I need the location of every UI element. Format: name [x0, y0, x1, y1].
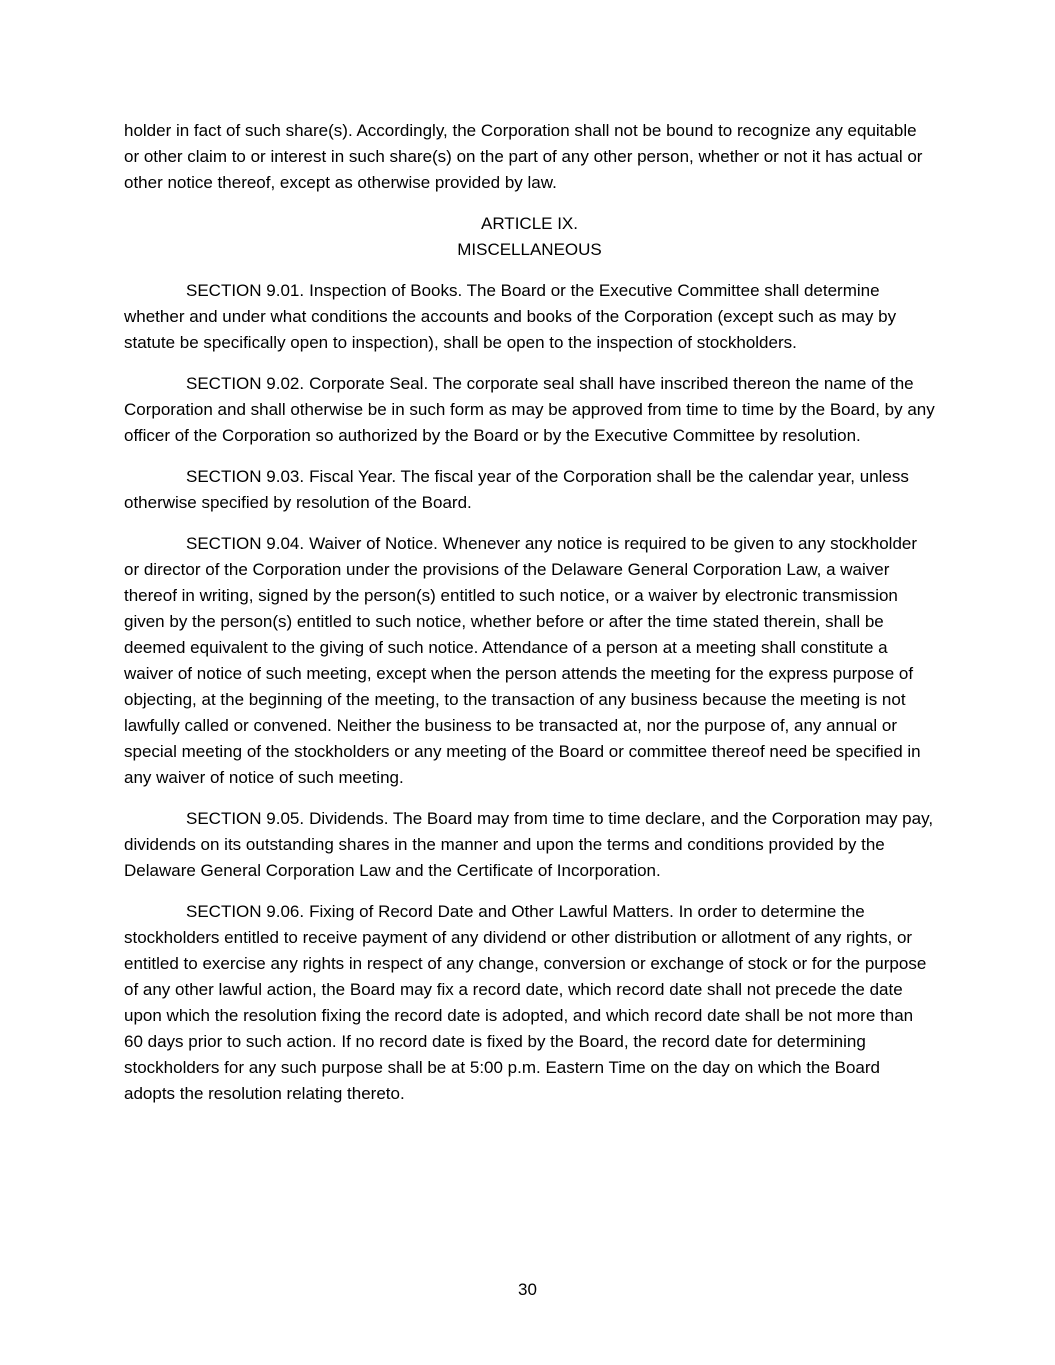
article-heading-line2: MISCELLANEOUS: [457, 240, 602, 259]
section-text: The corporate seal shall have inscribed thereon the name of the Corporation and shall otherwise be in such form as may be approved from time to time by the Board, by any officer of the Corporation so authorized by the Board or by the Executive Committee by resolution.: [124, 374, 935, 445]
section-text: The fiscal year of the Corporation shall be the calendar year, unless otherwise specified by resolution of the Board.: [124, 467, 909, 512]
section-9-03: [124, 464, 935, 516]
section-9-04: [124, 531, 935, 791]
section-title: Fiscal Year.: [309, 467, 397, 486]
section-text: The Board may from time to time declare, and the Corporation may pay, dividends on its outstanding shares in the manner and upon the terms and conditions provided by the Delaware General Corporation Law and the Certificate of Incorporation.: [124, 809, 934, 880]
intro-paragraph: holder in fact of such share(s). Accordingly, the Corporation shall not be bound to recognize any equitable or other claim to or interest in such share(s) on the part of any other person, whether or not it has actual or other notice thereof, except as otherwise provided by law.: [124, 121, 923, 192]
section-title: Corporate Seal.: [309, 374, 429, 393]
section-9-05: [124, 806, 935, 884]
section-label: SECTION 9.03.: [186, 467, 305, 486]
section-label: SECTION 9.02.: [186, 374, 305, 393]
section-label: SECTION 9.06.: [186, 902, 305, 921]
section-title: Waiver of Notice.: [309, 534, 438, 553]
section-label: SECTION 9.01.: [186, 281, 305, 300]
section-9-02: [124, 371, 935, 449]
section-title: Fixing of Record Date and Other Lawful Matters.: [309, 902, 674, 921]
section-text: Whenever any notice is required to be given to any stockholder or director of the Corporation under the provisions of the Delaware General Corporation Law, a waiver thereof in writing, signed by the person(s) entitled to such notice, or a waiver by electronic transmission given by the person(s) entitled to such notice, whether before or after the time stated therein, shall be deemed equivalent to the giving of such notice. Attendance of a person at a meeting shall constitute a waiver of notice of such meeting, except when the person attends the meeting for the express purpose of objecting, at the beginning of the meeting, to the transaction of any business because the meeting is not lawfully called or convened. Neither the business to be transacted at, nor the purpose of, any annual or special meeting of the stockholders or any meeting of the Board or committee thereof need be specified in any waiver of notice of such meeting.: [124, 534, 921, 787]
article-heading: [124, 211, 935, 263]
section-9-06: [124, 899, 935, 1107]
section-label: SECTION 9.05.: [186, 809, 305, 828]
section-label: SECTION 9.04.: [186, 534, 305, 553]
document-content: [124, 118, 935, 1122]
section-9-01: [124, 278, 935, 356]
section-text: The Board or the Executive Committee shall determine whether and under what conditions the accounts and books of the Corporation (except such as may by statute be specifically open to inspection), shall be open to the inspection of stockholders.: [124, 281, 897, 352]
section-title: Dividends.: [309, 809, 389, 828]
section-text: In order to determine the stockholders entitled to receive payment of any dividend or other distribution or allotment of any rights, or entitled to exercise any rights in respect of any change, conversion or exchange of stock or for the purpose of any other lawful action, the Board may fix a record date, which record date shall not precede the date upon which the resolution fixing the record date is adopted, and which record date shall be not more than 60 days prior to such action. If no record date is fixed by the Board, the record date for determining stockholders for any such purpose shall be at 5:00 p.m. Eastern Time on the day on which the Board adopts the resolution relating thereto.: [124, 902, 927, 1103]
article-heading-line1: ARTICLE IX.: [481, 214, 578, 233]
section-title: Inspection of Books.: [309, 281, 463, 300]
page-number: 30: [518, 1280, 537, 1299]
